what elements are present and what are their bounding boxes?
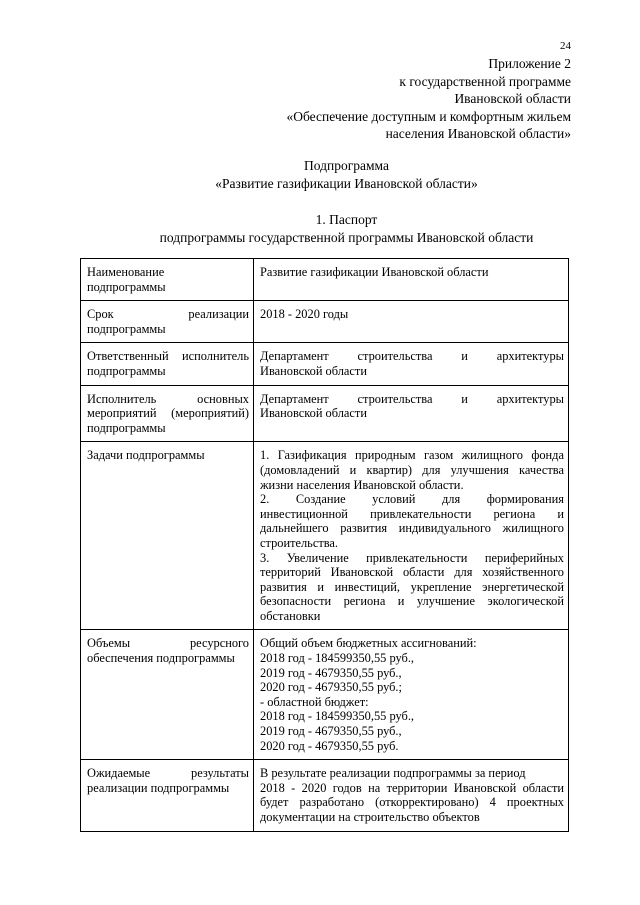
passport-heading [0,211,640,246]
row-value [254,385,569,442]
cell-line: 2018 год - 184599350,55 руб., [260,651,415,666]
appendix-line: населения Ивановской области» [385,126,571,141]
row-value [254,301,569,343]
cell-line: (домовладений и квартир) для улучшения качества [260,462,564,477]
table-row [81,343,569,385]
cell-line: мероприятий (мероприятий) [87,406,249,421]
table-row [81,259,569,301]
cell-line: развития и инвестиций, укрепление энергетической [260,579,564,594]
passport-table-body [81,259,569,832]
cell-line: подпрограммы [87,420,166,435]
cell-line: 3. Увеличение привлекательности периферийных [260,550,564,565]
cell-line: Ответственный исполнитель [87,349,249,364]
row-value [254,630,569,760]
cell-line: дальнейшего развития индивидуального жилищного [260,521,564,536]
row-value [254,442,569,630]
cell-line: реализации подпрограммы [87,780,230,795]
table-row [81,385,569,442]
cell-line: - областной бюджет: [260,694,369,709]
passport-table [80,258,569,832]
cell-line: будет разработано (откорректировано) 4 проектных [260,795,564,810]
cell-line: Объемы ресурсного [87,636,249,651]
cell-line: Задачи подпрограммы [87,448,205,463]
cell-line: 1. Газификация природным газом жилищного фонда [260,448,564,463]
table-row [81,301,569,343]
appendix-line: Приложение 2 [488,56,571,71]
appendix-line: Ивановской области [454,91,571,106]
cell-line: документации на строительство объектов [260,810,480,824]
cell-line: подпрограммы [87,279,166,294]
cell-line: 2018 год - 184599350,55 руб., [260,709,415,724]
cell-line: жизни населения Ивановской области. [260,477,464,492]
cell-line: подпрограммы [87,321,166,336]
table-row [81,630,569,760]
cell-line: Развитие газификации Ивановской области [260,265,489,279]
appendix-line: к государственной программе [399,73,571,89]
row-label [81,442,254,630]
appendix-block [286,55,571,143]
cell-line: Исполнитель основных [87,391,249,406]
cell-line: Департамент строительства и архитектуры [260,391,564,406]
cell-line: безопасности региона и улучшение экологической [260,594,564,609]
subprogram-name: «Развитие газификации Ивановской области» [215,175,478,191]
row-label [81,760,254,831]
passport-title: 1. Паспорт [315,212,378,227]
cell-line: 2018 - 2020 годы [260,307,349,322]
cell-line: Наименование [87,265,165,279]
passport-subtitle: подпрограммы государственной программы Ивановской области [159,229,534,245]
cell-line: территорий Ивановской области для хозяйственного [260,565,564,580]
cell-line: Ивановской области [260,406,367,421]
row-value [254,760,569,831]
page-number: 24 [560,40,571,52]
row-label [81,343,254,385]
cell-line: 2020 год - 4679350,55 руб.; [260,680,402,695]
cell-line: Срок реализации [87,307,249,322]
cell-line: Общий объем бюджетных ассигнований: [260,636,477,651]
cell-line: подпрограммы [87,363,166,378]
row-label [81,630,254,760]
cell-line: инвестиционной привлекательности региона и [260,506,564,521]
row-label [81,385,254,442]
table-row [81,760,569,831]
row-value [254,343,569,385]
cell-line: 2020 год - 4679350,55 руб. [260,738,399,753]
cell-line: 2018 - 2020 годов на территории Ивановской области [260,780,564,795]
subprogram-title: Подпрограмма [304,158,389,173]
cell-line: 2019 год - 4679350,55 руб., [260,665,402,680]
row-label [81,259,254,301]
cell-line: Ожидаемые результаты [87,766,249,781]
cell-line: обстановки [260,608,321,623]
table-row [81,442,569,630]
subprogram-heading [0,157,640,192]
row-label [81,301,254,343]
cell-line: обеспечения подпрограммы [87,651,235,666]
appendix-line: «Обеспечение доступным и комфортным жильем [286,108,571,124]
cell-line: 2019 год - 4679350,55 руб., [260,724,402,739]
cell-line: В результате реализации подпрограммы за период [260,766,526,781]
cell-line: 2. Создание условий для формирования [260,492,564,507]
cell-line: Департамент строительства и архитектуры [260,349,564,364]
cell-line: строительства. [260,535,339,550]
cell-line: Ивановской области [260,363,367,378]
row-value [254,259,569,301]
